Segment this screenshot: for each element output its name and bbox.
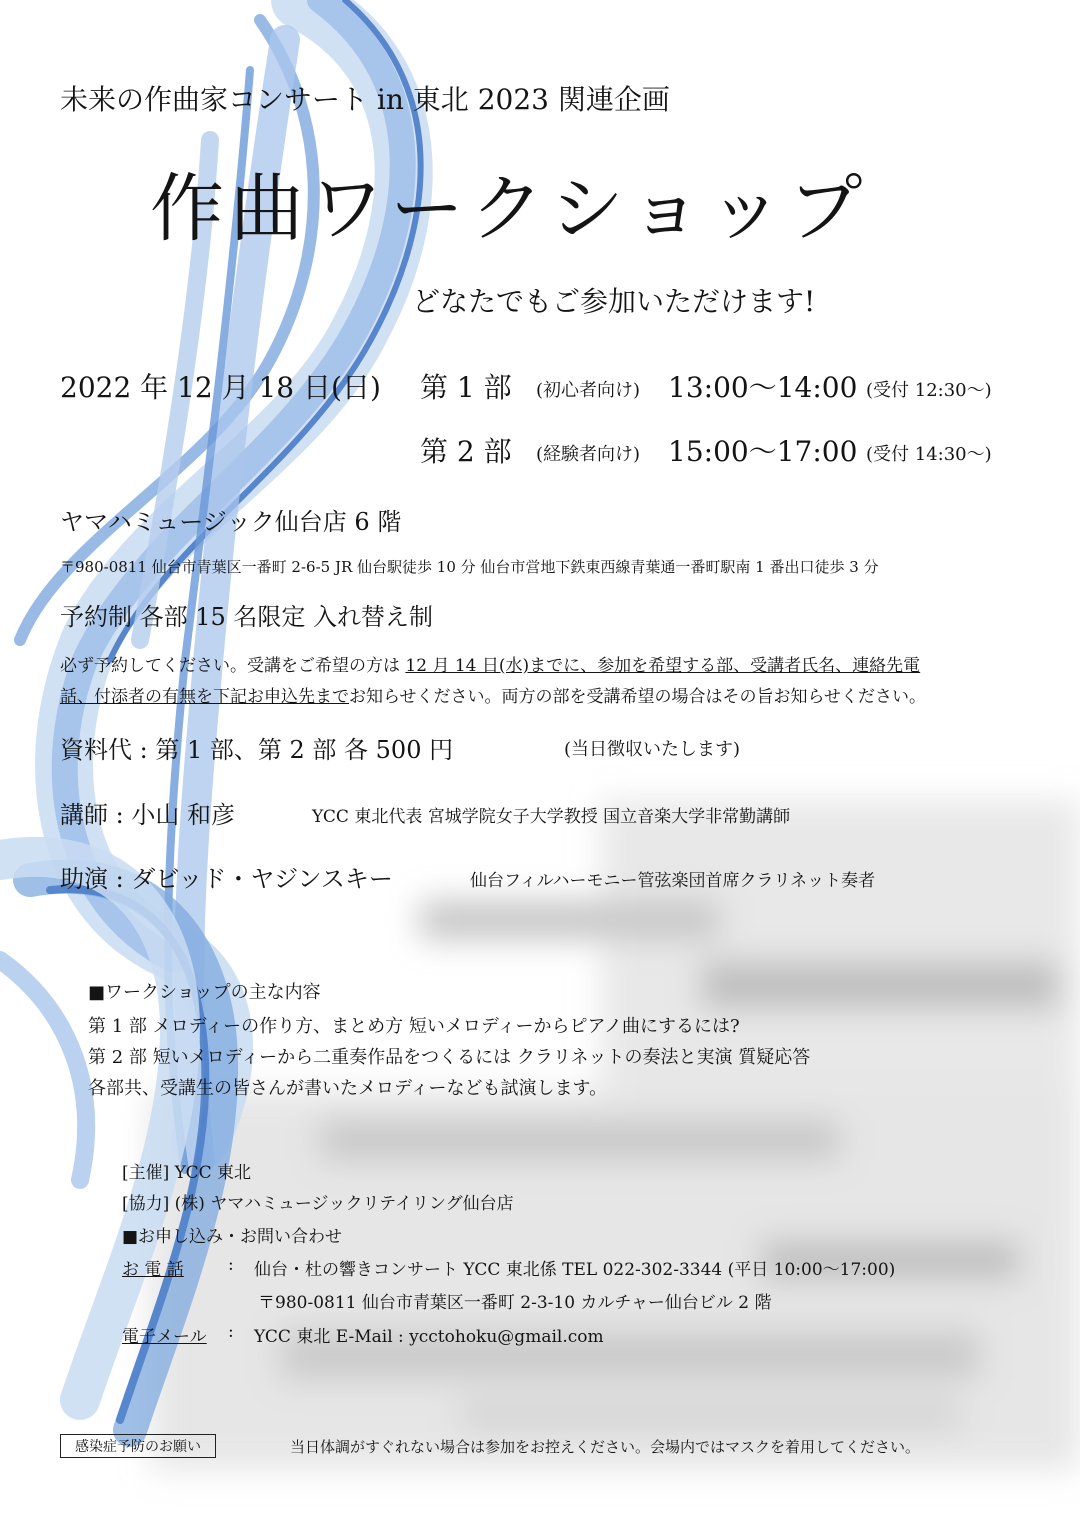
assistant-label: 助演 : ダビッド・ヤジンスキー [60,865,393,893]
content-line3: 各部共、受講生の皆さんが書いたメロディーなども試演します。 [88,1078,608,1099]
infection-prevention-badge: 感染症予防のお願い [60,1434,216,1458]
phone-separator: : [228,1255,234,1275]
reservation-note-line2-b: お知らせください。両方の部を受講希望の場合はその旨お知らせください。 [349,687,926,707]
inquiry-heading: ■お申し込み・お問い合わせ [122,1227,343,1247]
phone-label: お 電 話 [122,1260,184,1280]
reservation-note-line2 [60,682,926,707]
part1-audience: (初心者向け) [536,380,641,401]
reservation-note-line2-a: 話、付添者の有無を下記お申込先まで [60,687,349,707]
event-date: 2022 年 12 月 18 日(日) [60,371,381,404]
reservation-heading: 予約制 各部 15 名限定 入れ替え制 [60,603,434,631]
cooperation: [協力] (株) ヤマハミュージックリテイリング仙台店 [122,1194,514,1214]
email-text: YCC 東北 E-Mail : ycctohoku@gmail.com [254,1327,604,1347]
part2-label: 第 2 部 [420,435,512,468]
tagline: どなたでもご参加いただけます! [412,285,816,318]
page-title: 作曲ワークショップ [150,166,869,252]
fee-main: 資料代 : 第 1 部、第 2 部 各 500 円 [60,736,454,764]
part2-audience: (経験者向け) [536,444,641,465]
fee-note: (当日徴収いたします) [564,739,741,760]
content-line2: 第 2 部 短いメロディーから二重奏作品をつくるには クラリネットの奏法と実演 質疑応答 [88,1047,811,1068]
venue-address: 〒980-0811 仙台市青葉区一番町 2-6-5 JR 仙台駅徒歩 10 分 仙台市営地下鉄東西線青葉通一番町駅南 1 番出口徒歩 3 分 [60,558,879,576]
content-heading: ■ワークショップの主な内容 [88,982,321,1003]
part2-reception: (受付 14:30〜) [866,444,992,465]
instructor-label: 講師 : 小山 和彦 [60,801,235,829]
email-separator: : [228,1322,234,1342]
phone-text: 仙台・杜の響きコンサート YCC 東北係 TEL 022-302-3344 (平日 10:00〜17:00) [254,1260,896,1280]
contact-address: 〒980-0811 仙台市青葉区一番町 2-3-10 カルチャー仙台ビル 2 階 [258,1293,772,1313]
instructor-bio: YCC 東北代表 宮城学院女子大学教授 国立音楽大学非常勤講師 [312,807,791,827]
email-label: 電子メール [122,1327,207,1347]
event-subtitle: 未来の作曲家コンサート in 東北 2023 関連企画 [60,83,670,116]
content-line1: 第 1 部 メロディーの作り方、まとめ方 短いメロディーからピアノ曲にするには? [88,1016,740,1037]
part1-time: 13:00〜14:00 [668,371,858,404]
organizer: [主催] YCC 東北 [122,1163,252,1183]
venue-name: ヤマハミュージック仙台店 6 階 [60,508,402,536]
part1-reception: (受付 12:30〜) [866,380,992,401]
reservation-note-line1 [60,651,920,676]
footer-note: 当日体調がすぐれない場合は参加をお控えください。会場内ではマスクを着用してください。 [290,1438,921,1456]
assistant-bio: 仙台フィルハーモニー管弦楽団首席クラリネット奏者 [470,871,876,891]
part1-label: 第 1 部 [420,371,512,404]
reservation-note-line1-a: 必ず予約してください。受講をご希望の方は [60,656,406,676]
reservation-deadline: 12 月 14 日(水)までに、参加を希望する部、受講者氏名、連絡先電 [405,656,921,676]
blurred-score [150,800,1080,1470]
part2-time: 15:00〜17:00 [668,435,858,468]
